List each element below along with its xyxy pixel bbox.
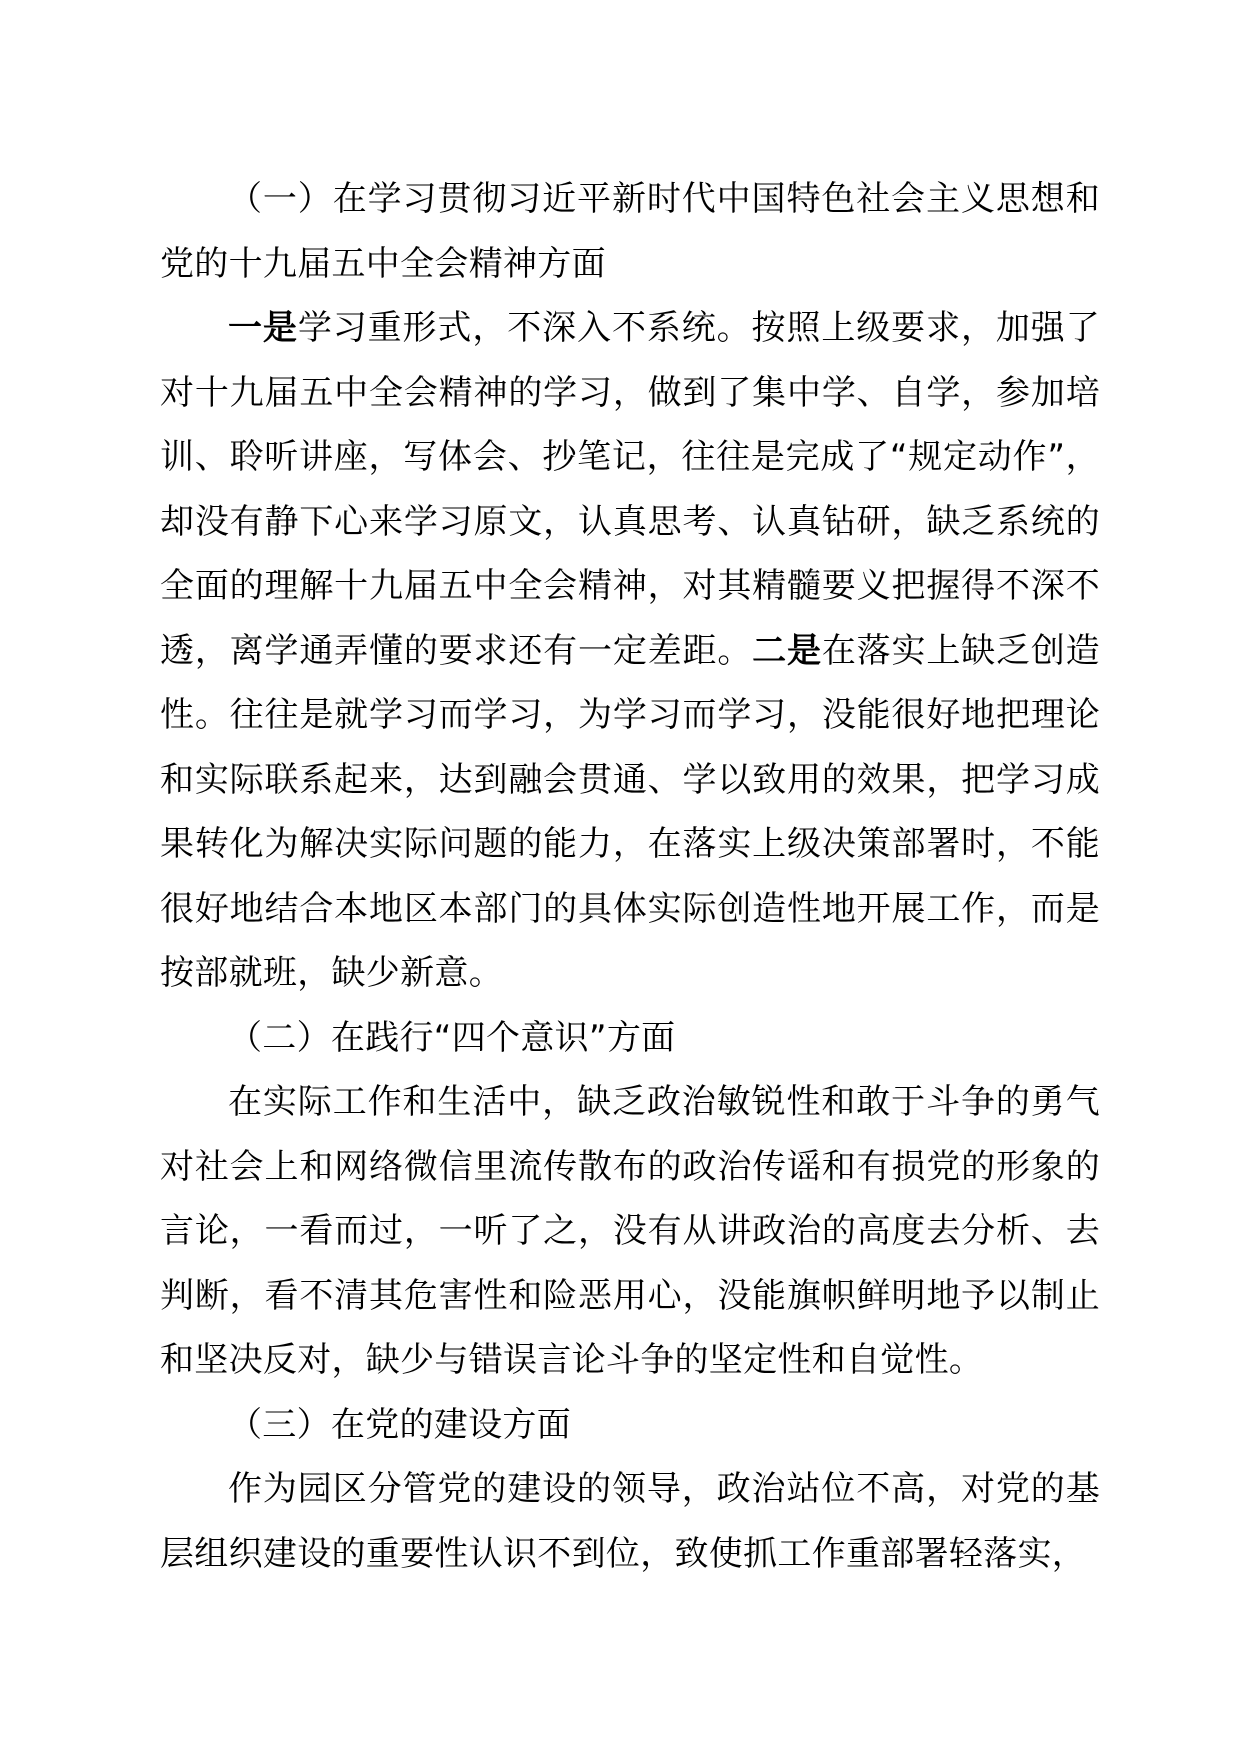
paragraph-text: 在实际工作和生活中，缺乏政治敏锐性和敢于斗争的勇气对社会上和网络微信里流传散布的政治传谣和有损党的形象的言论，一看而过，一听了之，没有从讲政治的高度去分析、去判断，看不清其危害性和险恶用心，没能旗帜鲜明地予以制止和坚决反对，缺少与错误言论斗争的坚定性和自觉性。 xyxy=(160,1082,1100,1380)
section-heading-1: （一）在学习贯彻习近平新时代中国特色社会主义思想和党的十九届五中全会精神方面 xyxy=(160,179,1100,284)
emphasis-label: 一是 xyxy=(228,308,298,348)
section-paragraph-3 xyxy=(160,1457,1100,1586)
paragraph-text: 在落实上缺乏创造性。往往是就学习而学习，为学习而学习，没能很好地把理论和实际联系起来，达到融会贯通、学以致用的效果，把学习成果转化为解决实际问题的能力，在落实上级决策部署时，不能很好地结合本地区本部门的具体实际创造性地开展工作，而是按部就班，缺少新意。 xyxy=(160,630,1100,993)
section-heading-2: （二）在践行“四个意识”方面 xyxy=(228,1017,676,1058)
paragraph-text: 学习重形式，不深入不系统。按照上级要求，加强了对十九届五中全会精神的学习，做到了集中学、自学，参加培训、聆听讲座，写体会、抄笔记，往往是完成了“规定动作”，却没有静下心来学习原文，认真思考、认真钻研，缺乏系统的全面的理解十九届五中全会精神，对其精髓要义把握得不深不透，离学通弄懂的要求还有一定差距。 xyxy=(160,308,1100,671)
document-body xyxy=(160,167,1100,1586)
emphasis-label: 二是 xyxy=(752,630,822,671)
section-paragraph-2 xyxy=(160,1070,1100,1393)
paragraph-text: 作为园区分管党的建设的领导，政治站位不高，对党的基层组织建设的重要性认识不到位，致使抓工作重部署轻落实， xyxy=(160,1469,1100,1574)
section-paragraph-1 xyxy=(160,296,1100,1006)
section-heading-3: （三）在党的建设方面 xyxy=(228,1404,571,1445)
